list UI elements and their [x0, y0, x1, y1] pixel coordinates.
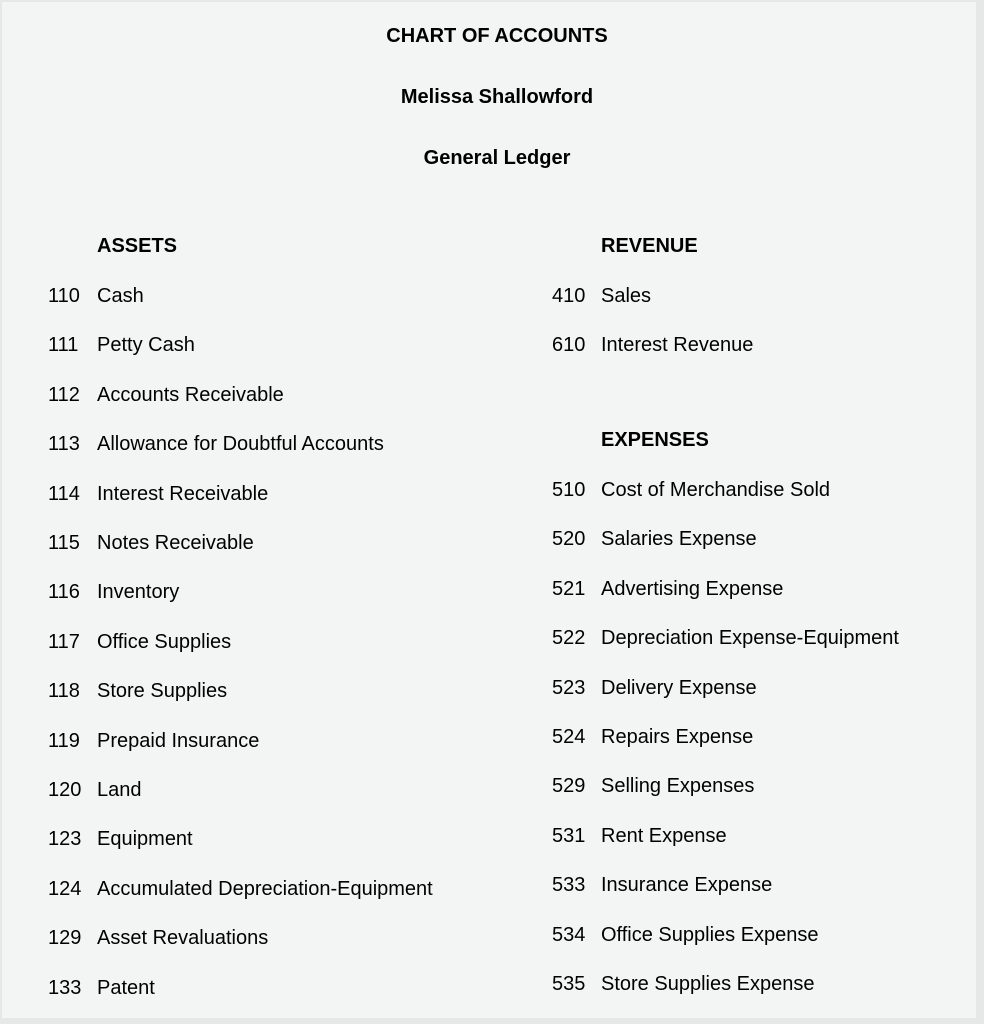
account-name: Accounts Receivable — [97, 383, 284, 406]
account-name: Repairs Expense — [601, 726, 754, 748]
account-number: 117 — [48, 630, 80, 653]
account-number: 115 — [48, 532, 80, 554]
account-name: Interest Revenue — [601, 334, 754, 357]
account-name: Store Supplies — [97, 680, 228, 703]
account-number: 129 — [48, 927, 82, 950]
account-number: 124 — [48, 877, 82, 900]
account-name: Office Supplies — [97, 630, 232, 653]
account-name: Prepaid Insurance — [97, 729, 260, 752]
account-name: Rent Expense — [601, 824, 727, 847]
account-name: Accumulated Depreciation-Equipment — [97, 877, 433, 900]
account-number: 522 — [552, 627, 586, 650]
account-number: 111 — [48, 334, 79, 357]
account-name: Delivery Expense — [601, 676, 757, 699]
account-name: Interest Receivable — [97, 482, 269, 505]
account-name: Depreciation Expense-Equipment — [601, 627, 899, 650]
account-number: 535 — [552, 973, 586, 995]
account-name: Land — [97, 779, 142, 801]
account-name: Cost of Merchandise Sold — [601, 479, 831, 501]
chart-of-accounts-sheet — [2, 2, 976, 1018]
account-name: Equipment — [97, 828, 193, 851]
account-name: Sales — [601, 285, 652, 307]
account-name: Cash — [97, 285, 144, 307]
account-number: 118 — [48, 680, 80, 703]
company-name: Melissa Shallowford — [400, 86, 594, 108]
page-title: CHART OF ACCOUNTS — [386, 25, 608, 47]
account-name: Salaries Expense — [601, 528, 757, 551]
account-number: 113 — [48, 433, 80, 456]
account-number: 133 — [48, 976, 82, 999]
account-name: Patent — [97, 976, 155, 999]
revenue-heading: REVENUE — [601, 235, 698, 257]
account-number: 116 — [48, 581, 80, 604]
account-name: Inventory — [97, 581, 180, 604]
account-number: 520 — [552, 528, 586, 551]
account-name: Petty Cash — [97, 334, 195, 357]
account-name: Store Supplies Expense — [601, 973, 815, 995]
account-number: 510 — [552, 479, 586, 501]
account-name: Asset Revaluations — [97, 927, 269, 950]
account-number: 523 — [552, 676, 586, 699]
account-number: 114 — [48, 482, 80, 505]
account-number: 112 — [48, 383, 80, 406]
account-number: 531 — [552, 824, 586, 847]
account-name: Allowance for Doubtful Accounts — [97, 433, 384, 456]
account-number: 524 — [552, 726, 586, 748]
account-name: Notes Receivable — [97, 532, 254, 554]
account-number: 521 — [552, 577, 586, 600]
account-number: 529 — [552, 775, 586, 798]
account-number: 120 — [48, 779, 82, 801]
account-number: 533 — [552, 874, 586, 897]
account-number: 534 — [552, 923, 586, 946]
account-name: Selling Expenses — [601, 775, 755, 798]
assets-heading: ASSETS — [97, 235, 178, 257]
account-name: Insurance Expense — [601, 874, 773, 897]
account-number: 119 — [48, 729, 80, 752]
account-name: Advertising Expense — [601, 577, 784, 600]
account-number: 410 — [552, 285, 586, 307]
expenses-heading: EXPENSES — [601, 429, 709, 451]
account-number: 123 — [48, 828, 82, 851]
account-number: 610 — [552, 334, 586, 357]
account-name: Office Supplies Expense — [601, 923, 819, 946]
ledger-name: General Ledger — [423, 147, 571, 169]
account-number: 110 — [48, 285, 80, 307]
